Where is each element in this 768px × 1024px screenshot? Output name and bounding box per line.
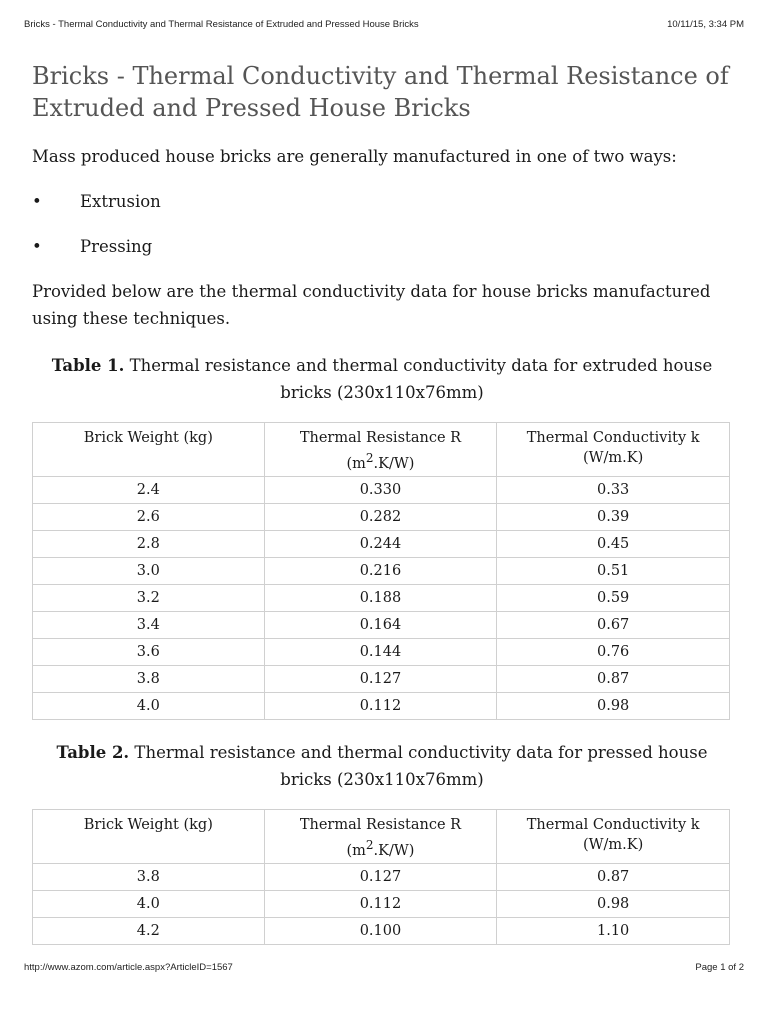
table-row [33,558,730,585]
list-item [32,233,732,260]
table-header-row [33,423,730,477]
cell-weight: 3.8 [33,864,265,891]
table-row [33,585,730,612]
cell-weight: 3.4 [33,612,265,639]
cell-conductivity: 0.45 [497,531,730,558]
column-header-conductivity: Thermal Conductivity k (W/m.K) [497,810,730,864]
manufacturing-methods-list [32,188,732,260]
cell-weight: 3.8 [33,666,265,693]
cell-resistance: 0.100 [264,918,497,945]
cell-conductivity: 0.76 [497,639,730,666]
column-header-resistance: Thermal Resistance R $(m^2.K/W)$ [264,810,497,864]
print-footer [24,962,744,973]
cell-resistance: 0.127 [264,864,497,891]
cell-resistance: 0.330 [264,477,497,504]
column-header-resistance: Thermal Resistance R $(m^2.K/W)$ [264,423,497,477]
cell-weight: 2.6 [33,504,265,531]
list-item [32,188,732,215]
cell-conductivity: 0.33 [497,477,730,504]
table2-caption-label: Table 2. [56,743,130,762]
cell-conductivity: 0.59 [497,585,730,612]
cell-resistance: 0.216 [264,558,497,585]
print-header [24,19,744,30]
table-row [33,639,730,666]
cell-weight: 4.0 [33,693,265,720]
page-title: Bricks - Thermal Conductivity and Thermal Resistance of Extruded and Pressed House Bricks [32,62,729,122]
table-row [33,693,730,720]
intro-paragraph: Mass produced house bricks are generally manufactured in one of two ways: [32,147,677,166]
cell-conductivity: 0.39 [497,504,730,531]
table-row [33,531,730,558]
cell-conductivity: 0.98 [497,891,730,918]
cell-weight: 4.0 [33,891,265,918]
table-row [33,477,730,504]
table-row [33,891,730,918]
cell-weight: 2.8 [33,531,265,558]
list-item-label: Pressing [80,237,153,256]
bullet-icon: • [32,192,42,211]
pressed-bricks-table [32,809,730,945]
cell-conductivity: 0.67 [497,612,730,639]
cell-weight: 4.2 [33,918,265,945]
table-row [33,666,730,693]
bullet-icon: • [32,237,42,256]
footer-page-number: Page 1 of 2 [695,962,744,973]
cell-conductivity: 0.98 [497,693,730,720]
table-row [33,612,730,639]
list-item-label: Extrusion [80,192,161,211]
cell-resistance: 0.112 [264,891,497,918]
table-header-row [33,810,730,864]
cell-resistance: 0.112 [264,693,497,720]
cell-conductivity: 1.10 [497,918,730,945]
table2-caption-text: Thermal resistance and thermal conductivity data for pressed house bricks (230x110x76mm) [129,743,708,789]
cell-resistance: 0.282 [264,504,497,531]
print-header-title: Bricks - Thermal Conductivity and Thermal Resistance of Extruded and Pressed House Bricks [24,19,419,30]
table1-caption [32,352,732,406]
table-row [33,504,730,531]
cell-weight: 2.4 [33,477,265,504]
table-row [33,864,730,891]
cell-weight: 3.6 [33,639,265,666]
column-header-weight: Brick Weight (kg) [33,423,265,477]
cell-weight: 3.2 [33,585,265,612]
table1-caption-text: Thermal resistance and thermal conductivity data for extruded house bricks (230x110x76mm) [124,356,713,402]
footer-url: http://www.azom.com/article.aspx?ArticleID=1567 [24,962,233,973]
print-header-datetime: 10/11/15, 3:34 PM [667,19,744,30]
table1-caption-label: Table 1. [51,356,125,375]
column-header-conductivity: Thermal Conductivity k (W/m.K) [497,423,730,477]
table-row [33,918,730,945]
cell-resistance: 0.144 [264,639,497,666]
table2-caption [32,739,732,793]
cell-conductivity: 0.87 [497,864,730,891]
extruded-bricks-table [32,422,730,720]
data-intro-paragraph: Provided below are the thermal conductivity data for house bricks manufactured using these techniques. [32,282,711,328]
article-content [32,60,732,945]
cell-conductivity: 0.87 [497,666,730,693]
cell-resistance: 0.244 [264,531,497,558]
cell-resistance: 0.188 [264,585,497,612]
cell-weight: 3.0 [33,558,265,585]
column-header-weight: Brick Weight (kg) [33,810,265,864]
cell-resistance: 0.127 [264,666,497,693]
cell-conductivity: 0.51 [497,558,730,585]
cell-resistance: 0.164 [264,612,497,639]
